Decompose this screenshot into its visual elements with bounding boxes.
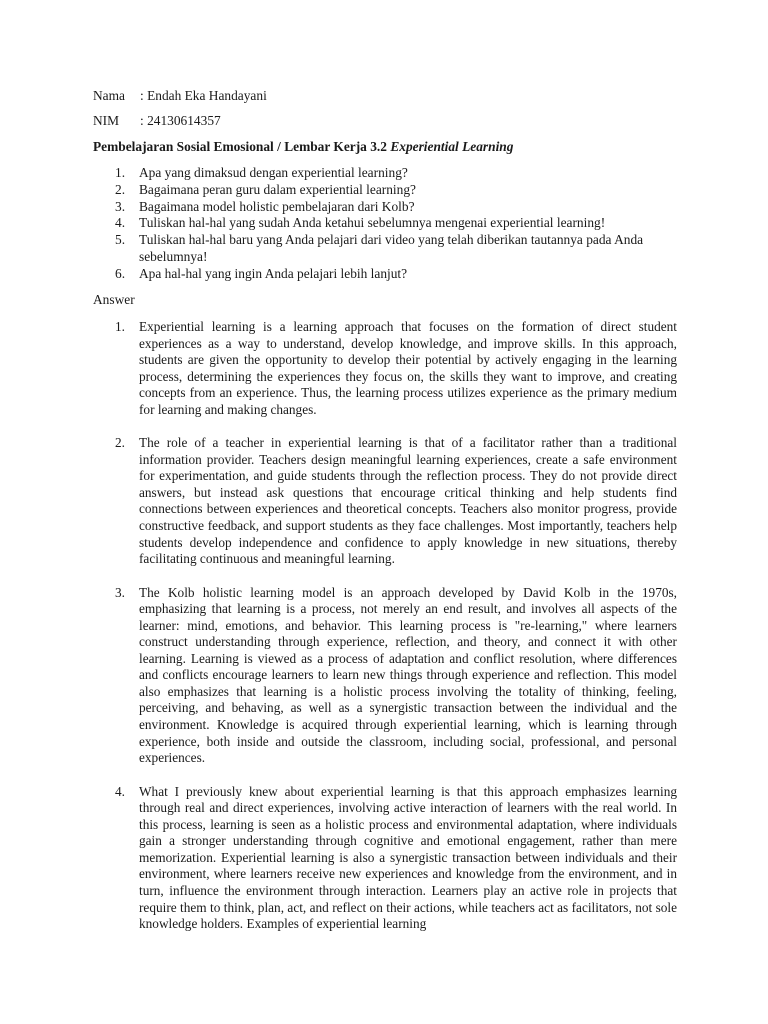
- question-number: 1.: [115, 165, 126, 180]
- answer-item: [93, 784, 677, 933]
- question-number: 4.: [115, 215, 126, 231]
- nim-row: [93, 113, 221, 129]
- answer-text: What I previously knew about experiential learning is that this approach emphasizes learning through real and direct experiences, involving active interaction of learners with the real world. In this process, learning is seen as a holistic process and environmental adaptation, where individuals gain a stronger understanding through cognitive and emotional engagement, rather than mere memorization. Experiential learning is also a synergistic transaction between individuals and their environment, where learners receive new experiences and knowledge from the environment, and in turn, influence the environment through interaction. Learners play an active role in projects that require them to think, plan, act, and reflect on their actions, while teachers act as facilitators, not sole knowledge holders. Examples of experiential learning: [139, 783, 677, 932]
- answer-text: The role of a teacher in experiential learning is that of a facilitator rather than a traditional information provider. Teachers design meaningful learning experiences, create a safe environment for experimentation, and guide students through the reflection process. They do not provide direct answers, but instead ask questions that encourage critical thinking and help students find connections between experiences and theoretical concepts. Teachers also monitor progress, provide constructive feedback, and support students as they face challenges. Most importantly, teachers help students develop independence and confidence to apply knowledge in new situations, thereby facilitating continuous and meaningful learning.: [139, 435, 677, 567]
- question-item: [93, 165, 677, 182]
- question-item: [93, 199, 677, 216]
- answer-item: [93, 319, 677, 418]
- question-text: Apa hal-hal yang ingin Anda pelajari lebih lanjut?: [139, 265, 408, 281]
- answer-text: The Kolb holistic learning model is an approach developed by David Kolb in the 1970s, emphasizing that learning is a process, not merely an end result, and involves all aspects of the learner: mind, emotions, and behavior. This learning process is "re-learning," where learners construct understanding through experience, reflection, and theory, and connect it with other learning. Learning is viewed as a process of adaptation and conflict resolution, where differences and conflicts encourage learners to learn new things through experience and reflection. This model also emphasizes that learning is a holistic process involving the totality of thinking, feeling, perceiving, and behaving, as well as a synergistic transaction between the individual and the environment. Knowledge is acquired through experiential learning, which is learning through experience, both inside and outside the classroom, including social, professional, and personal experiences.: [139, 584, 677, 766]
- question-text: Tuliskan hal-hal yang sudah Anda ketahui sebelumnya mengenai experiential learning!: [139, 215, 606, 231]
- question-item: [93, 215, 677, 232]
- question-text: Apa yang dimaksud dengan experiential learning?: [139, 165, 408, 180]
- name-label: Nama: [93, 88, 125, 103]
- answer-number: 3.: [115, 584, 125, 600]
- question-number: 3.: [115, 198, 126, 214]
- question-number: 6.: [115, 265, 126, 281]
- answer-number: 2.: [115, 435, 125, 451]
- document-title: [93, 139, 513, 155]
- question-item: [93, 182, 677, 199]
- title-italic: Experiential Learning: [390, 139, 514, 154]
- answer-text: Experiential learning is a learning approach that focuses on the formation of direct student experiences as a way to understand, develop knowledge, and improve skills. In this approach, students are given the opportunity to develop their potential by actively engaging in the learning process, determining the experiences they focus on, the skills they want to improve, and creating concepts from an experience. Thus, the learning process utilizes experience as the primary medium for learning and making changes.: [139, 319, 677, 417]
- nim-label: NIM: [93, 113, 120, 128]
- question-text: Tuliskan hal-hal baru yang Anda pelajari dari video yang telah diberikan tautannya pada Anda sebelumnya!: [139, 232, 644, 264]
- answer-heading: Answer: [93, 292, 135, 307]
- title-main: Pembelajaran Sosial Emosional / Lembar Kerja 3.2: [93, 139, 391, 154]
- answer-list: [93, 319, 677, 1024]
- question-text: Bagaimana model holistic pembelajaran dari Kolb?: [139, 198, 415, 214]
- question-number: 5.: [115, 232, 126, 248]
- question-item: [93, 266, 677, 283]
- nim-value: : 24130614357: [140, 113, 221, 128]
- answer-item: [93, 435, 677, 567]
- name-row: [93, 88, 267, 104]
- answer-item: [93, 585, 677, 767]
- question-item: [93, 232, 677, 266]
- answer-number: 1.: [115, 319, 125, 334]
- name-value: : Endah Eka Handayani: [140, 88, 267, 103]
- answer-number: 4.: [115, 783, 125, 799]
- question-text: Bagaimana peran guru dalam experiential learning?: [139, 181, 416, 197]
- question-list: [93, 165, 677, 283]
- question-number: 2.: [115, 181, 126, 197]
